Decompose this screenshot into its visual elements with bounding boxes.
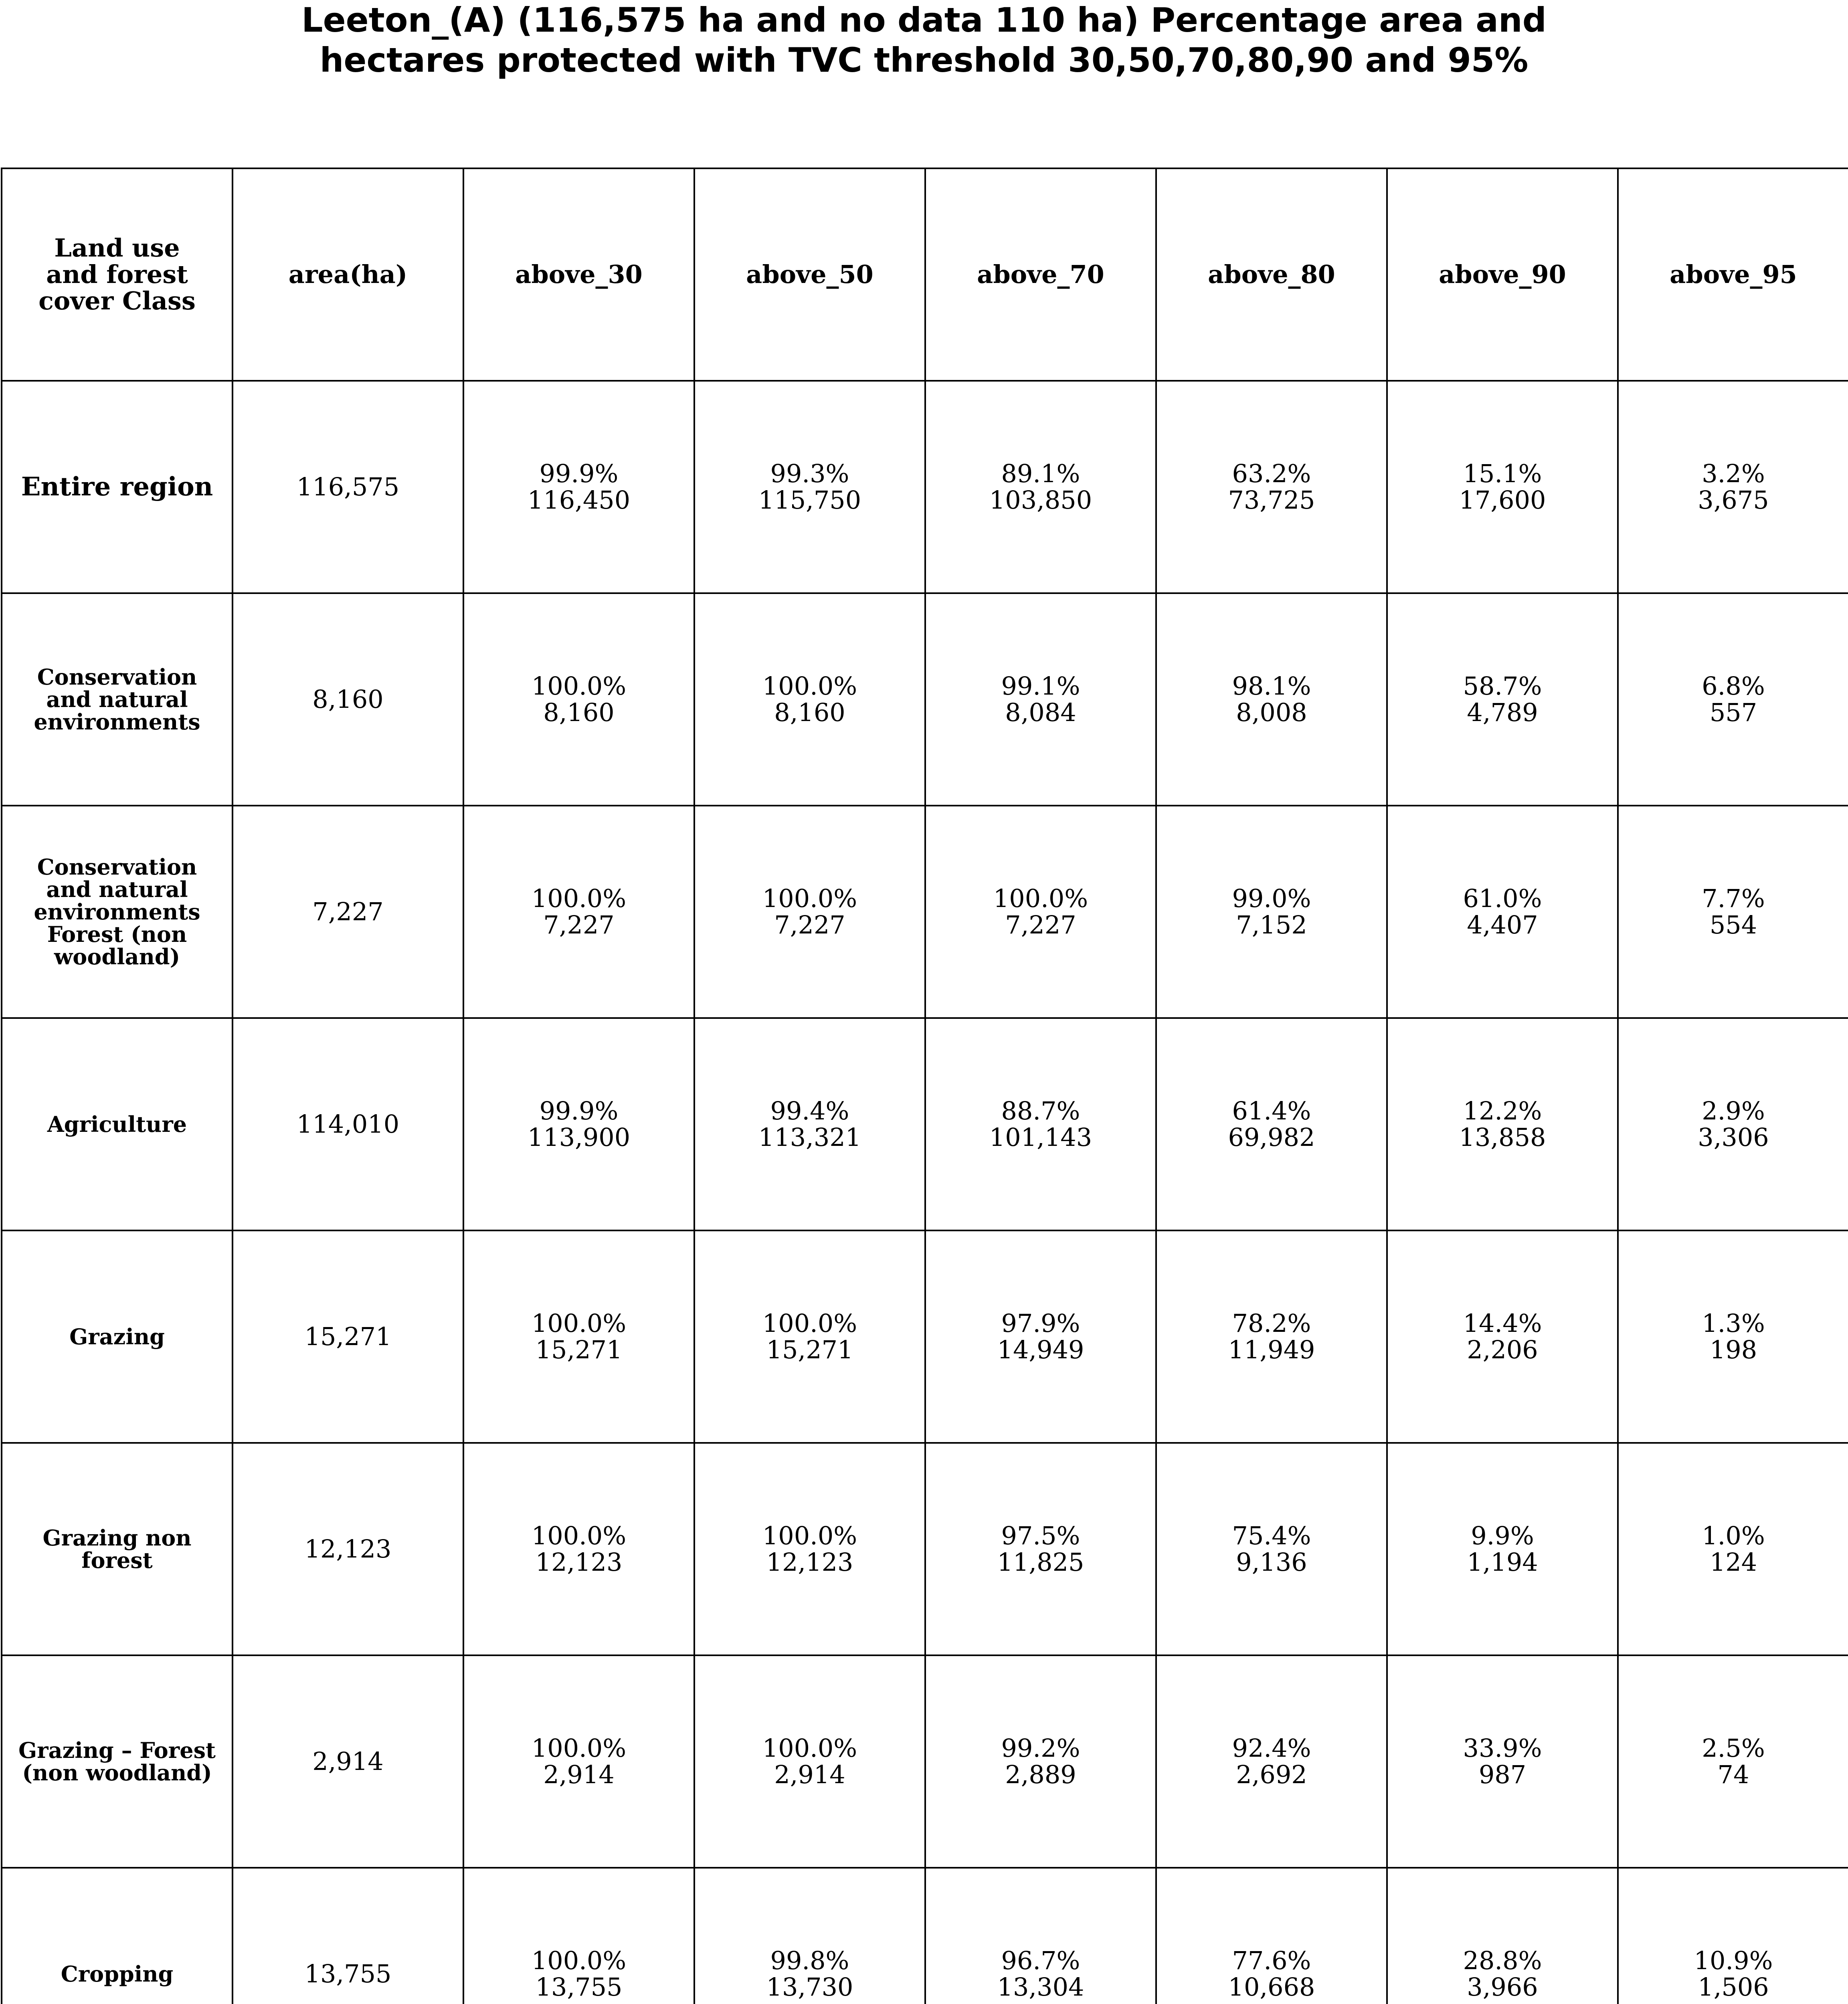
threshold-cell [463, 381, 694, 593]
header-cell-class: Land use and forest cover Class [2, 168, 233, 381]
hectare-value: 9,136 [1236, 1547, 1307, 1577]
threshold-cell [1618, 1868, 1848, 2004]
threshold-cell [1156, 1230, 1387, 1443]
percent-value: 97.9% [1001, 1309, 1080, 1338]
hectare-value: 7,227 [774, 910, 845, 939]
percent-value: 63.2% [1232, 459, 1311, 488]
hectare-value: 1,506 [1698, 1972, 1769, 2002]
threshold-value [1459, 461, 1546, 513]
threshold-cell [1618, 806, 1848, 1018]
threshold-value [766, 1947, 853, 2000]
hectare-value: 74 [1717, 1760, 1749, 1789]
percent-value: 100.0% [531, 1521, 627, 1550]
area-cell: 2,914 [233, 1655, 463, 1868]
threshold-value [762, 1310, 857, 1363]
area-cell: 114,010 [233, 1018, 463, 1230]
hectare-value: 124 [1709, 1547, 1757, 1577]
hectare-value: 2,692 [1236, 1760, 1307, 1789]
percent-value: 99.8% [770, 1946, 849, 1975]
threshold-value [1698, 1098, 1769, 1151]
hectare-value: 2,889 [1005, 1760, 1076, 1789]
threshold-cell [1387, 381, 1618, 593]
hectare-value: 101,143 [989, 1123, 1092, 1152]
threshold-cell [694, 806, 925, 1018]
percent-value: 1.0% [1702, 1521, 1765, 1550]
row-label: Grazing – Forest (non woodland) [2, 1655, 233, 1868]
table-row [2, 1868, 1848, 2004]
table-row [2, 1018, 1848, 1230]
threshold-value [1228, 1310, 1315, 1363]
hectare-value: 8,160 [543, 698, 615, 727]
hectare-value: 73,725 [1228, 485, 1315, 515]
threshold-value [993, 885, 1088, 938]
threshold-value [1463, 673, 1542, 726]
threshold-cell [1618, 1443, 1848, 1655]
hectare-value: 1,194 [1467, 1547, 1538, 1577]
threshold-cell [1387, 1655, 1618, 1868]
threshold-cell [1156, 1443, 1387, 1655]
hectare-value: 113,900 [527, 1123, 631, 1152]
threshold-value [1702, 673, 1765, 726]
table-row [2, 593, 1848, 806]
hectare-value: 69,982 [1228, 1123, 1315, 1152]
hectare-value: 8,008 [1236, 698, 1307, 727]
threshold-value [1232, 885, 1311, 938]
hectare-value: 12,123 [535, 1547, 623, 1577]
threshold-cell [1387, 1230, 1618, 1443]
row-label: Grazing non forest [2, 1443, 233, 1655]
threshold-cell [694, 1655, 925, 1868]
threshold-value [528, 461, 630, 513]
threshold-value [1232, 1735, 1311, 1788]
percent-value: 28.8% [1463, 1946, 1542, 1975]
hectare-value: 115,750 [758, 485, 861, 515]
threshold-cell [1387, 1443, 1618, 1655]
threshold-value [762, 1735, 857, 1788]
hectare-value: 116,450 [527, 485, 631, 515]
threshold-value [1702, 1735, 1765, 1788]
threshold-cell [463, 1018, 694, 1230]
hectare-value: 103,850 [989, 485, 1092, 515]
threshold-value [1702, 1523, 1765, 1576]
threshold-cell [463, 1868, 694, 2004]
percent-value: 33.9% [1463, 1733, 1542, 1763]
area-cell: 8,160 [233, 593, 463, 806]
percent-value: 78.2% [1232, 1309, 1311, 1338]
row-label: Grazing [2, 1230, 233, 1443]
hectare-value: 3,306 [1698, 1123, 1769, 1152]
threshold-value [1702, 885, 1765, 938]
threshold-cell [925, 1230, 1156, 1443]
percent-value: 100.0% [531, 1733, 627, 1763]
header-cell-area: area(ha) [233, 168, 463, 381]
percent-value: 7.7% [1702, 884, 1765, 913]
threshold-cell [1618, 593, 1848, 806]
row-label: Entire region [2, 381, 233, 593]
threshold-cell [694, 1018, 925, 1230]
hectare-value: 13,858 [1459, 1123, 1546, 1152]
threshold-cell [694, 1868, 925, 2004]
threshold-cell [1387, 1868, 1618, 2004]
percent-value: 77.6% [1232, 1946, 1311, 1975]
table-row [2, 1230, 1848, 1443]
hectare-value: 987 [1478, 1760, 1527, 1789]
percent-value: 6.8% [1702, 671, 1765, 701]
area-cell: 13,755 [233, 1868, 463, 2004]
percent-value: 100.0% [762, 671, 857, 701]
threshold-cell [925, 381, 1156, 593]
threshold-cell [1156, 593, 1387, 806]
threshold-value [1463, 1947, 1542, 2000]
threshold-cell [1387, 1018, 1618, 1230]
header-cell-above95: above_95 [1618, 168, 1848, 381]
table-row [2, 806, 1848, 1018]
hectare-value: 554 [1709, 910, 1757, 939]
area-cell: 12,123 [233, 1443, 463, 1655]
percent-value: 61.4% [1232, 1096, 1311, 1125]
hectare-value: 7,227 [1005, 910, 1076, 939]
threshold-cell [925, 1655, 1156, 1868]
area-cell: 116,575 [233, 381, 463, 593]
row-label: Conservation and natural environments [2, 593, 233, 806]
percent-value: 97.5% [1001, 1521, 1080, 1550]
row-label: Conservation and natural environments Forest (non woodland) [2, 806, 233, 1018]
area-cell: 15,271 [233, 1230, 463, 1443]
threshold-cell [1156, 806, 1387, 1018]
percent-value: 99.9% [539, 459, 619, 488]
threshold-value [1232, 673, 1311, 726]
header-cell-above30: above_30 [463, 168, 694, 381]
page-title [0, 0, 1848, 80]
percent-value: 99.3% [770, 459, 849, 488]
header-cell-above80: above_80 [1156, 168, 1387, 381]
header-cell-above50: above_50 [694, 168, 925, 381]
table-row [2, 381, 1848, 593]
threshold-cell [463, 1230, 694, 1443]
area-cell: 7,227 [233, 806, 463, 1018]
hectare-value: 14,949 [997, 1335, 1084, 1364]
hectare-value: 557 [1709, 698, 1757, 727]
threshold-cell [463, 1443, 694, 1655]
percent-value: 100.0% [762, 1521, 857, 1550]
header-cell-above90: above_90 [1387, 168, 1618, 381]
hectare-value: 7,227 [543, 910, 615, 939]
threshold-cell [925, 1443, 1156, 1655]
percent-value: 9.9% [1471, 1521, 1534, 1550]
threshold-value [1463, 885, 1542, 938]
threshold-cell [463, 593, 694, 806]
percent-value: 92.4% [1232, 1733, 1311, 1763]
percent-value: 99.4% [770, 1096, 849, 1125]
threshold-cell [694, 1230, 925, 1443]
hectare-value: 11,825 [997, 1547, 1084, 1577]
percent-value: 15.1% [1463, 459, 1542, 488]
threshold-value [532, 1735, 626, 1788]
hectare-value: 13,304 [997, 1972, 1084, 2002]
percent-value: 14.4% [1463, 1309, 1542, 1338]
percent-value: 88.7% [1001, 1096, 1080, 1125]
hectare-value: 15,271 [766, 1335, 853, 1364]
threshold-cell [1618, 1655, 1848, 1868]
threshold-cell [1387, 593, 1618, 806]
hectare-value: 198 [1709, 1335, 1757, 1364]
hectare-value: 3,966 [1467, 1972, 1538, 2002]
table-row [2, 1443, 1848, 1655]
threshold-cell [1618, 1018, 1848, 1230]
threshold-value [532, 1523, 626, 1576]
threshold-value [1232, 1523, 1311, 1576]
threshold-cell [925, 1868, 1156, 2004]
percent-value: 100.0% [531, 1309, 627, 1338]
hectare-value: 13,730 [766, 1972, 853, 2002]
threshold-value [532, 1947, 626, 2000]
hectare-value: 10,668 [1228, 1972, 1315, 2002]
hectare-value: 8,160 [774, 698, 845, 727]
threshold-value [1702, 1310, 1765, 1363]
threshold-cell [1618, 381, 1848, 593]
row-label: Agriculture [2, 1018, 233, 1230]
threshold-value [532, 673, 626, 726]
percent-value: 75.4% [1232, 1521, 1311, 1550]
hectare-value: 3,675 [1698, 485, 1769, 515]
percent-value: 61.0% [1463, 884, 1542, 913]
percent-value: 100.0% [993, 884, 1088, 913]
hectare-value: 2,206 [1467, 1335, 1538, 1364]
percent-value: 2.5% [1702, 1733, 1765, 1763]
threshold-cell [694, 593, 925, 806]
threshold-value [532, 1310, 626, 1363]
threshold-cell [1156, 1655, 1387, 1868]
percent-value: 58.7% [1463, 671, 1542, 701]
threshold-value [532, 885, 626, 938]
threshold-value [762, 885, 857, 938]
threshold-value [758, 461, 861, 513]
percent-value: 100.0% [531, 884, 627, 913]
threshold-value [1001, 1735, 1080, 1788]
percent-value: 99.2% [1001, 1733, 1080, 1763]
threshold-value [989, 1098, 1092, 1151]
hectare-value: 17,600 [1459, 485, 1546, 515]
threshold-value [1694, 1947, 1773, 2000]
threshold-value [762, 1523, 857, 1576]
threshold-value [1698, 461, 1769, 513]
hectare-value: 2,914 [543, 1760, 615, 1789]
title-line-1: Leeton_(A) (116,575 ha and no data 110 ha) Percentage area and [301, 0, 1547, 40]
percent-value: 99.0% [1232, 884, 1311, 913]
header-row [2, 168, 1848, 381]
threshold-value [1459, 1098, 1546, 1151]
table-row [2, 1655, 1848, 1868]
threshold-cell [694, 1443, 925, 1655]
threshold-value [997, 1523, 1084, 1576]
percent-value: 1.3% [1702, 1309, 1765, 1338]
percent-value: 10.9% [1694, 1946, 1773, 1975]
threshold-cell [925, 1018, 1156, 1230]
threshold-cell [1618, 1230, 1848, 1443]
threshold-cell [463, 1655, 694, 1868]
percent-value: 100.0% [762, 884, 857, 913]
hectare-value: 113,321 [758, 1123, 861, 1152]
percent-value: 89.1% [1001, 459, 1080, 488]
hectare-value: 2,914 [774, 1760, 845, 1789]
threshold-value [1463, 1735, 1542, 1788]
hectare-value: 13,755 [535, 1972, 623, 2002]
threshold-value [997, 1310, 1084, 1363]
percent-value: 100.0% [762, 1309, 857, 1338]
threshold-cell [463, 806, 694, 1018]
hectare-value: 12,123 [766, 1547, 853, 1577]
percent-value: 99.9% [539, 1096, 619, 1125]
percent-value: 100.0% [531, 671, 627, 701]
percent-value: 96.7% [1001, 1946, 1080, 1975]
row-label: Cropping [2, 1868, 233, 2004]
threshold-value [1228, 1947, 1315, 2000]
hectare-value: 4,789 [1467, 698, 1538, 727]
threshold-value [1001, 673, 1080, 726]
title-line-2: hectares protected with TVC threshold 30,50,70,80,90 and 95% [319, 40, 1529, 80]
hectare-value: 4,407 [1467, 910, 1538, 939]
threshold-value [762, 673, 857, 726]
threshold-cell [1156, 1868, 1387, 2004]
hectare-value: 15,271 [535, 1335, 623, 1364]
hectare-value: 11,949 [1228, 1335, 1315, 1364]
threshold-cell [1156, 381, 1387, 593]
threshold-value [997, 1947, 1084, 2000]
threshold-value [989, 461, 1092, 513]
threshold-value [1228, 461, 1315, 513]
threshold-value [1463, 1310, 1542, 1363]
threshold-cell [1156, 1018, 1387, 1230]
data-table [1, 168, 1848, 2004]
threshold-value [1228, 1098, 1315, 1151]
threshold-value [528, 1098, 630, 1151]
threshold-cell [694, 381, 925, 593]
header-cell-above70: above_70 [925, 168, 1156, 381]
percent-value: 99.1% [1001, 671, 1080, 701]
hectare-value: 8,084 [1005, 698, 1076, 727]
percent-value: 3.2% [1702, 459, 1765, 488]
percent-value: 98.1% [1232, 671, 1311, 701]
threshold-cell [925, 806, 1156, 1018]
percent-value: 12.2% [1463, 1096, 1542, 1125]
threshold-cell [925, 593, 1156, 806]
threshold-cell [1387, 806, 1618, 1018]
threshold-value [758, 1098, 861, 1151]
percent-value: 100.0% [762, 1733, 857, 1763]
hectare-value: 7,152 [1236, 910, 1307, 939]
percent-value: 2.9% [1702, 1096, 1765, 1125]
percent-value: 100.0% [531, 1946, 627, 1975]
threshold-value [1467, 1523, 1538, 1576]
